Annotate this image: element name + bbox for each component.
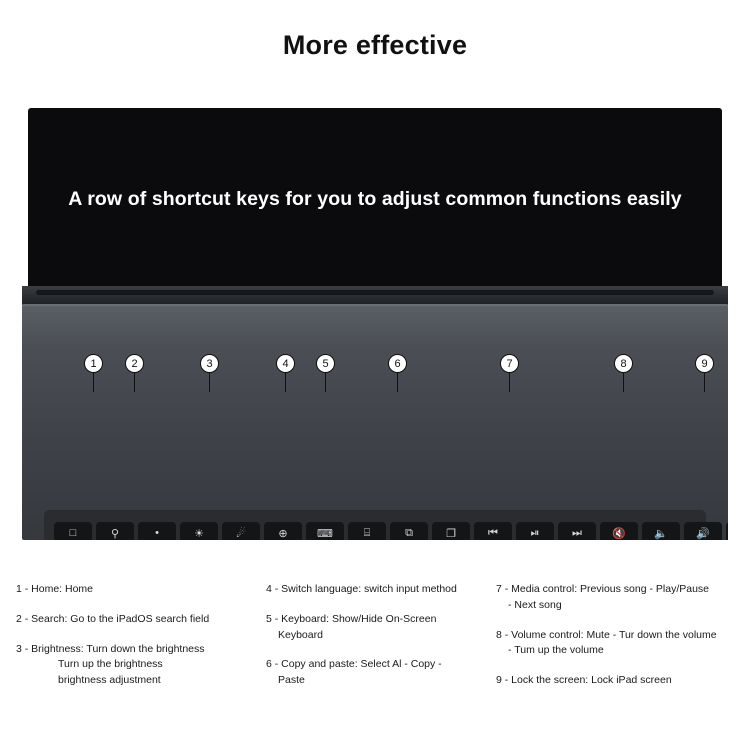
next-track-icon: ⏭ xyxy=(572,526,582,539)
keyboard-backlight-icon: ☄ xyxy=(236,527,246,540)
callout-leader-5 xyxy=(325,373,326,392)
fn-key-select-all[interactable] xyxy=(348,522,386,540)
globe-icon: ⊕ xyxy=(278,527,288,540)
search-icon: ⚲ xyxy=(110,527,120,540)
legend-item xyxy=(16,582,248,598)
callout-leader-8 xyxy=(623,373,624,392)
callout-3: 3 xyxy=(200,354,219,373)
function-key-row xyxy=(54,522,728,540)
fn-key-volume-up[interactable] xyxy=(684,522,722,540)
brightness-down-icon: • xyxy=(155,527,159,539)
volume-down-icon: 🔈 xyxy=(654,527,668,540)
legend-item xyxy=(16,642,248,689)
callout-leader-3 xyxy=(209,373,210,392)
legend-line: brightness adjustment xyxy=(58,674,161,686)
callout-1: 1 xyxy=(84,354,103,373)
legend-column-2 xyxy=(266,582,478,703)
legend-line: 3 - Brightness: Turn down the brightness xyxy=(16,642,205,655)
fn-key-search[interactable] xyxy=(96,522,134,540)
callout-leader-4 xyxy=(285,373,286,392)
fn-key-brightness-down[interactable] xyxy=(138,522,176,540)
callout-5: 5 xyxy=(316,354,335,373)
legend-item xyxy=(496,673,742,689)
legend-item xyxy=(266,582,478,598)
mute-icon: 🔇 xyxy=(612,527,626,540)
hinge-lip xyxy=(36,290,714,295)
volume-up-icon: 🔊 xyxy=(696,527,710,540)
callout-leader-6 xyxy=(397,373,398,392)
fn-key-onscreen-keyboard[interactable] xyxy=(306,522,344,540)
callout-leader-9 xyxy=(704,373,705,392)
keyboard-icon: ⌨ xyxy=(317,527,333,540)
fn-key-previous-song[interactable] xyxy=(474,522,512,540)
callout-leader-1 xyxy=(93,373,94,392)
brightness-up-icon: ☀ xyxy=(194,527,204,540)
callout-9: 9 xyxy=(695,354,714,373)
legend-line: - Tum up the volume xyxy=(508,644,604,657)
legend-line: 8 - Volume control: Mute - Tur down the volume xyxy=(496,628,717,641)
keyboard-base xyxy=(22,304,728,540)
fn-key-brightness-up[interactable] xyxy=(180,522,218,540)
legend-line: - Next song xyxy=(508,598,562,611)
legend-column-1 xyxy=(16,582,248,703)
home-square-icon: □ xyxy=(69,527,77,539)
screen-caption: A row of shortcut keys for you to adjust common functions easily xyxy=(68,188,682,210)
fn-key-copy[interactable] xyxy=(390,522,428,540)
device-illustration xyxy=(22,108,728,540)
fn-key-lock-screen[interactable] xyxy=(726,522,728,540)
legend-line: Keyboard xyxy=(278,628,323,641)
callout-2: 2 xyxy=(125,354,144,373)
fn-key-volume-down[interactable] xyxy=(642,522,680,540)
fn-key-home[interactable] xyxy=(54,522,92,540)
legend-line: 4 - Switch language: switch input method xyxy=(266,583,457,595)
legend-line: 6 - Copy and paste: Select Al - Copy - xyxy=(266,658,442,671)
play-pause-icon: ⏯ xyxy=(530,526,540,539)
previous-track-icon: ⏮ xyxy=(488,526,498,539)
callout-6: 6 xyxy=(388,354,407,373)
keyboard-deck xyxy=(44,510,710,540)
legend-item xyxy=(496,582,742,614)
callout-4: 4 xyxy=(276,354,295,373)
legend-item xyxy=(266,612,478,644)
legend-line: 7 - Media control: Previous song - Play/Pause xyxy=(496,583,710,595)
fn-key-mute[interactable] xyxy=(600,522,638,540)
legend-column-3 xyxy=(496,582,742,703)
legend-line: Turn up the brightness xyxy=(58,658,163,671)
fn-key-paste[interactable] xyxy=(432,522,470,540)
legend-line: 2 - Search: Go to the iPadOS search field xyxy=(16,612,210,625)
copy-icon: ⧉ xyxy=(405,526,413,539)
callout-leader-7 xyxy=(509,373,510,392)
callout-8: 8 xyxy=(614,354,633,373)
legend-item xyxy=(496,628,742,660)
fn-key-play-pause[interactable] xyxy=(516,522,554,540)
legend-item xyxy=(16,612,248,628)
legend-item xyxy=(266,657,478,689)
legend-line: 5 - Keyboard: Show/Hide On-Screen xyxy=(266,612,437,625)
callout-7: 7 xyxy=(500,354,519,373)
legend-line: 1 - Home: Home xyxy=(16,583,94,595)
fn-key-keyboard-backlight[interactable] xyxy=(222,522,260,540)
legend xyxy=(0,582,750,732)
legend-line: Paste xyxy=(278,674,305,686)
select-all-icon: ⌸ xyxy=(363,526,371,539)
fn-key-switch-language[interactable] xyxy=(264,522,302,540)
tablet-screen xyxy=(28,108,722,286)
fn-key-next-song[interactable] xyxy=(558,522,596,540)
paste-icon: ❐ xyxy=(446,527,456,540)
page-title: More effective xyxy=(282,30,468,60)
legend-line: 9 - Lock the screen: Lock iPad screen xyxy=(496,674,672,686)
callout-leader-2 xyxy=(134,373,135,392)
